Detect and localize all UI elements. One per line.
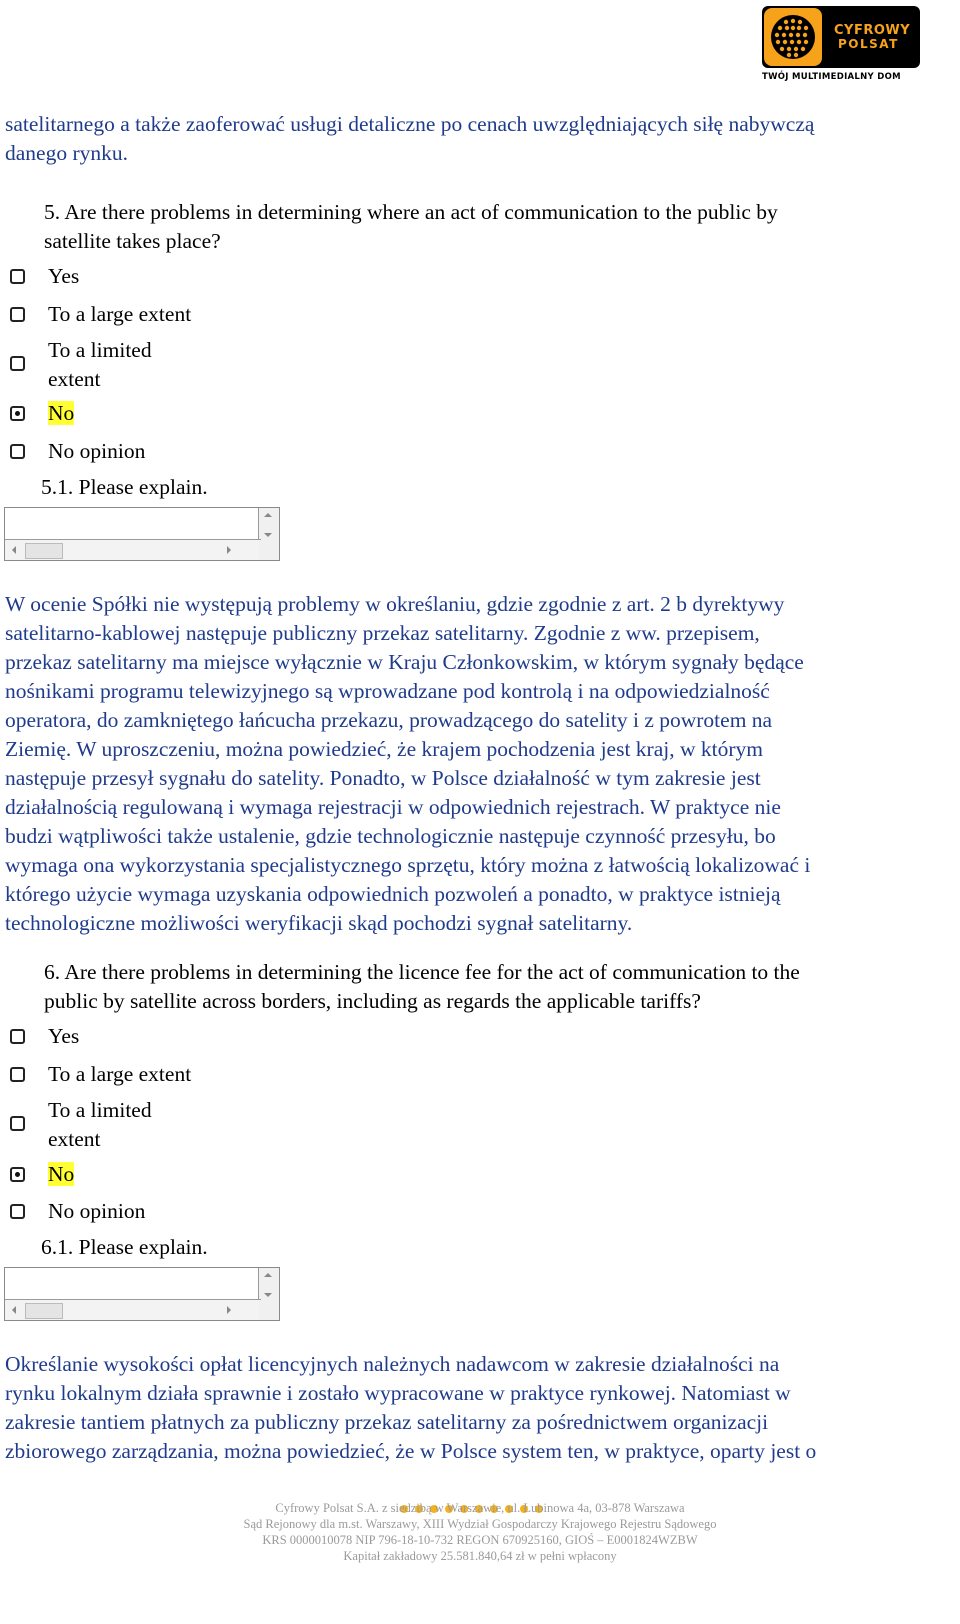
radio-button[interactable]: [10, 1116, 25, 1131]
footer-line: Cyfrowy Polsat S.A. z siedzibą w Warszawie, ul. Łubinowa 4a, 03-878 Warszawa: [275, 1501, 685, 1515]
question-line: 6. Are there problems in determining the licence fee for the act of communication to the: [44, 960, 800, 984]
radio-button[interactable]: [10, 1029, 25, 1044]
q5-answer-paragraph: [5, 590, 935, 938]
option-label-line: extent: [48, 1127, 101, 1151]
globe-icon: [762, 6, 824, 68]
answer-line: którego użycie wymaga uzyskania odpowiednich pozwoleń a ponadto, w praktyce istnieją: [5, 882, 781, 906]
q6-explain-label: 6.1. Please explain.: [41, 1235, 208, 1259]
radio-button-selected[interactable]: [10, 406, 25, 421]
radio-button[interactable]: [10, 1204, 25, 1219]
answer-line: zbiorowego zarządzania, można powiedzieć, że w Polsce system ten, w praktyce, oparty jest o: [5, 1439, 817, 1463]
option-label-line: extent: [48, 367, 101, 391]
q6-explain-textarea[interactable]: [4, 1267, 280, 1321]
scroll-left-icon[interactable]: [12, 1306, 16, 1314]
radio-button[interactable]: [10, 444, 25, 459]
answer-line: technologiczne możliwości weryfikacji skąd pochodzi sygnał satelitarny.: [5, 911, 633, 935]
option-label: Yes: [48, 264, 80, 288]
logo-text-line2: POLSAT: [838, 37, 899, 51]
option-label: Yes: [48, 1024, 80, 1048]
radio-button[interactable]: [10, 269, 25, 284]
answer-line: nośnikami programu telewizyjnego są wprowadzane pod kontrolą i na odpowiedzialność: [5, 679, 770, 703]
question-line: satellite takes place?: [44, 229, 221, 253]
answer-line: następuje przesył sygnału do satelity. Ponadto, w Polsce działalność w tym zakresie jest: [5, 766, 761, 790]
radio-button[interactable]: [10, 1067, 25, 1082]
question-line: public by satellite across borders, including as regards the applicable tariffs?: [44, 989, 701, 1013]
option-label: To a large extent: [48, 1062, 192, 1086]
answer-line: satelitarno-kablowej następuje publiczny przekaz satelitarny. Zgodnie z ww. przepisem,: [5, 621, 760, 645]
option-label: [48, 1096, 152, 1154]
footer-line: Sąd Rejonowy dla m.st. Warszawy, XIII Wydział Gospodarczy Krajowego Rejestru Sądowego: [243, 1517, 717, 1531]
question-6: [44, 958, 934, 1016]
answer-line: operatora, do zamkniętego łańcucha przekazu, prowadzącego do satelity i z powrotem na: [5, 708, 773, 732]
radio-button[interactable]: [10, 356, 25, 371]
option-label: No: [48, 1162, 75, 1186]
scroll-up-icon[interactable]: [264, 513, 272, 517]
horizontal-scrollbar[interactable]: [5, 1299, 261, 1320]
q6-answer-paragraph: [5, 1350, 935, 1466]
answer-line: rynku lokalnym działa sprawnie i zostało wypracowane w praktyce rynkowej. Natomiast w: [5, 1381, 791, 1405]
vertical-scrollbar[interactable]: [258, 1268, 279, 1302]
option-label: No opinion: [48, 1199, 146, 1223]
scrollbar-thumb[interactable]: [25, 543, 63, 559]
answer-line: Określanie wysokości opłat licencyjnych należnych nadawcom w zakresie działalności na: [5, 1352, 780, 1376]
logo-tagline: TWÓJ MULTIMEDIALNY DOM: [762, 72, 901, 82]
scroll-down-icon[interactable]: [264, 533, 272, 537]
option-label: [48, 336, 152, 394]
radio-button[interactable]: [10, 307, 25, 322]
intro-line: satelitarnego a także zaoferować usługi detaliczne po cenach uwzględniających siłę nabywczą: [5, 112, 815, 136]
answer-line: działalnością regulowaną i wymaga rejestracji w odpowiednich rejestrach. W praktyce nie: [5, 795, 781, 819]
footer-line: KRS 0000010078 NIP 796-18-10-732 REGON 670925160, GIOŚ – E0001824WZBW: [262, 1533, 698, 1547]
q5-explain-textarea[interactable]: [4, 507, 280, 561]
scrollbar-thumb[interactable]: [25, 1303, 63, 1319]
scroll-right-icon[interactable]: [227, 1306, 231, 1314]
company-logo: [762, 6, 920, 68]
answer-line: przekaz satelitarny ma miejsce wyłącznie w Kraju Członkowskim, w którym sygnały będące: [5, 650, 804, 674]
scrollbar-corner: [259, 540, 279, 560]
logo-text-line1: CYFROWY: [834, 23, 911, 38]
scroll-left-icon[interactable]: [12, 546, 16, 554]
intro-line: danego rynku.: [5, 141, 128, 165]
option-label: No: [48, 401, 75, 425]
option-label: To a large extent: [48, 302, 192, 326]
scroll-down-icon[interactable]: [264, 1293, 272, 1297]
option-label: No opinion: [48, 439, 146, 463]
answer-line: zakresie tantiem płatnych za publiczny przekaz satelitarny za pośrednictwem organizacji: [5, 1410, 769, 1434]
vertical-scrollbar[interactable]: [258, 508, 279, 542]
footer-line: Kapitał zakładowy 25.581.840,64 zł w pełni wpłacony: [343, 1549, 617, 1563]
scroll-up-icon[interactable]: [264, 1273, 272, 1277]
intro-paragraph: [5, 110, 935, 168]
answer-line: wymaga ona wykorzystania specjalistycznego sprzętu, który można z łatwością lokalizować i: [5, 853, 811, 877]
answer-line: W ocenie Spółki nie występują problemy w określaniu, gdzie zgodnie z art. 2 b dyrektywy: [5, 592, 785, 616]
scroll-right-icon[interactable]: [227, 546, 231, 554]
option-label-line: To a limited: [48, 1098, 152, 1122]
horizontal-scrollbar[interactable]: [5, 539, 261, 560]
option-label-line: To a limited: [48, 338, 152, 362]
question-line: 5. Are there problems in determining where an act of communication to the public by: [44, 200, 778, 224]
radio-button-selected[interactable]: [10, 1167, 25, 1182]
answer-line: Ziemię. W uproszczeniu, można powiedzieć, że krajem pochodzenia jest kraj, w którym: [5, 737, 763, 761]
scrollbar-corner: [259, 1300, 279, 1320]
question-5: [44, 198, 934, 256]
q5-explain-label: 5.1. Please explain.: [41, 475, 208, 499]
answer-line: budzi wątpliwości także ustalenie, gdzie technologicznie następuje czynność przesyłu, bo: [5, 824, 776, 848]
